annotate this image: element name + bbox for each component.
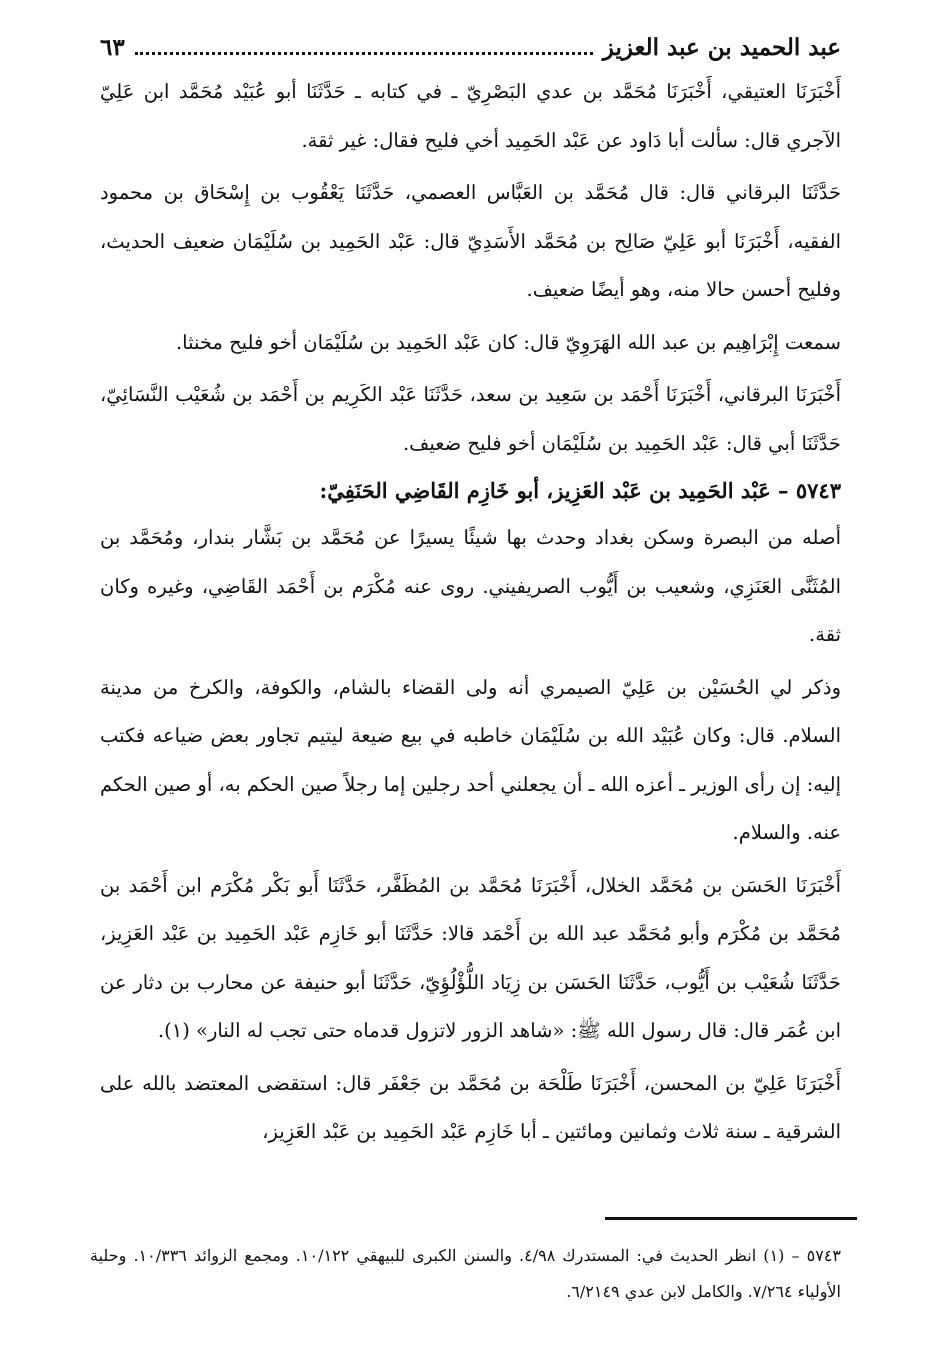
- entry-paragraph-4: أَخْبَرَنَا عَلِيّ بن المحسن، أَخْبَرَنَا طَلْحَة بن مُحَمَّد بن جَعْفَر قال: استقضى المعتضد بالله على الشرقية ـ سنة ثلاث وثمانين ومائتين ـ أبا خَازِم عَبْد الحَمِيد بن عَبْد العَزِيز،: [100, 1071, 841, 1143]
- entry-paragraph-3: أَخْبَرَنَا الحَسَن بن مُحَمَّد الخلال، أَخْبَرَنَا مُحَمَّد بن المُظَفَّر، حَدَّثَنَا أَبو بَكْر مُكْرَم ابن أَحْمَد بن مُحَمَّد بن مُكْرَم وأبو مُحَمَّد عبد الله بن أَحْمَد قالا: حَدَّثَنَا أبو خَازِم عَبْد الحَمِيد بن عَبْد العَزِيز، حَدَّثَنَا شُعَيْب بن أَيُّوب، حَدَّثَنَا الحَسَن بن زِيَاد اللُّؤْلُؤِيّ، حَدَّثَنَا أبو حنيفة عن محارب بن دثار عن ابن عُمَر قال: قال رسول الله ﷺ: «شاهد الزور لاتزول قدماه حتى تجب له النار» (١).: [100, 873, 841, 1042]
- leader-dots: [135, 52, 593, 55]
- running-header: [100, 28, 841, 68]
- page-number: ٦٣: [100, 34, 125, 61]
- footnote-1: ٥٧٤٣ – (١) انظر الحديث في: المستدرك ٤/٩٨. والسنن الكبرى للبيهقي ١٠/١٢٢. ومجمع الزوائد ١٠/٣٣٦. وحلية الأولياء ٧/٢٦٤. والكامل لابن عدي ٦/٢١٤٩.: [90, 1246, 842, 1301]
- footnote-divider: [605, 1217, 857, 1220]
- entry-heading: ٥٧٤٣ – عَبْد الحَمِيد بن عَبْد العَزِيز، أبو خَازِم القَاضِي الحَنَفِيّ:: [319, 478, 841, 503]
- paragraph-1: أَخْبَرَنَا العتيقي، أَخْبَرَنَا مُحَمَّد بن عدي البَصْرِيّ ـ في كتابه ـ حَدَّثَنَا أبو عُبَيْد مُحَمَّد ابن عَلِيّ الآجري قال: سألت أبا دَاود عن عَبْد الحَمِيد أخي فليح فقال: غير ثقة.: [100, 80, 841, 152]
- book-page: [100, 28, 841, 1157]
- paragraph-2: حَدَّثَنَا البرقاني قال: قال مُحَمَّد بن العَبَّاس العصمي، حَدَّثَنَا يَعْقُوب بن إِسْحَاق بن محمود الفقيه، أَخْبَرَنَا أبو عَلِيّ صَالِح بن مُحَمَّد الأَسَدِيّ قال: عَبْد الحَمِيد بن سُلَيْمَان ضعيف الحديث، وفليح أحسن حالا منه، وهو أيضًا ضعيف.: [100, 181, 841, 301]
- paragraph-4: أَخْبَرَنَا البرقاني، أَخْبَرَنَا أَحْمَد بن سَعِيد بن سعد، حَدَّثَنَا عَبْد الكَرِيم بن أَحْمَد بن شُعَيْب النَّسَائِيّ، حَدَّثَنَا أبي قال: عَبْد الحَمِيد بن سُلَيْمَان أخو فليح ضعيف.: [100, 383, 841, 455]
- running-title: عبد الحميد بن عبد العزيز: [602, 34, 841, 61]
- entry-paragraph-1: أصله من البصرة وسكن بغداد وحدث بها شيئًا يسيرًا عن مُحَمَّد بن بَشَّار بندار، ومُحَمَّد بن المُثَنَّى العَنَزِي، وشعيب بن أَيُّوب الصريفيني. روى عنه مُكْرَم بن أَحْمَد القَاضِي، وغيره وكان ثقة.: [100, 526, 841, 646]
- footnotes: [90, 1238, 841, 1310]
- entry-paragraph-2: وذكر لي الحُسَيْن بن عَلِيّ الصيمري أنه ولى القضاء بالشام، والكوفة، والكرخ من مدينة السلام. قال: وكان عُبَيْد الله بن سُلَيْمَان خاطبه في بيع ضيعة ليتيم تجاور بعض ضياعه فكتب إليه: إن رأى الوزير ـ أعزه الله ـ أن يجعلني أحد رجلين إما رجلاً صين الحكم به، أو صين الحكم عنه. والسلام.: [100, 675, 841, 844]
- paragraph-3: سمعت إِبْرَاهِيم بن عبد الله الهَرَوِيّ قال: كان عَبْد الحَمِيد بن سُلَيْمَان أخو فليح مخنثا.: [175, 330, 841, 354]
